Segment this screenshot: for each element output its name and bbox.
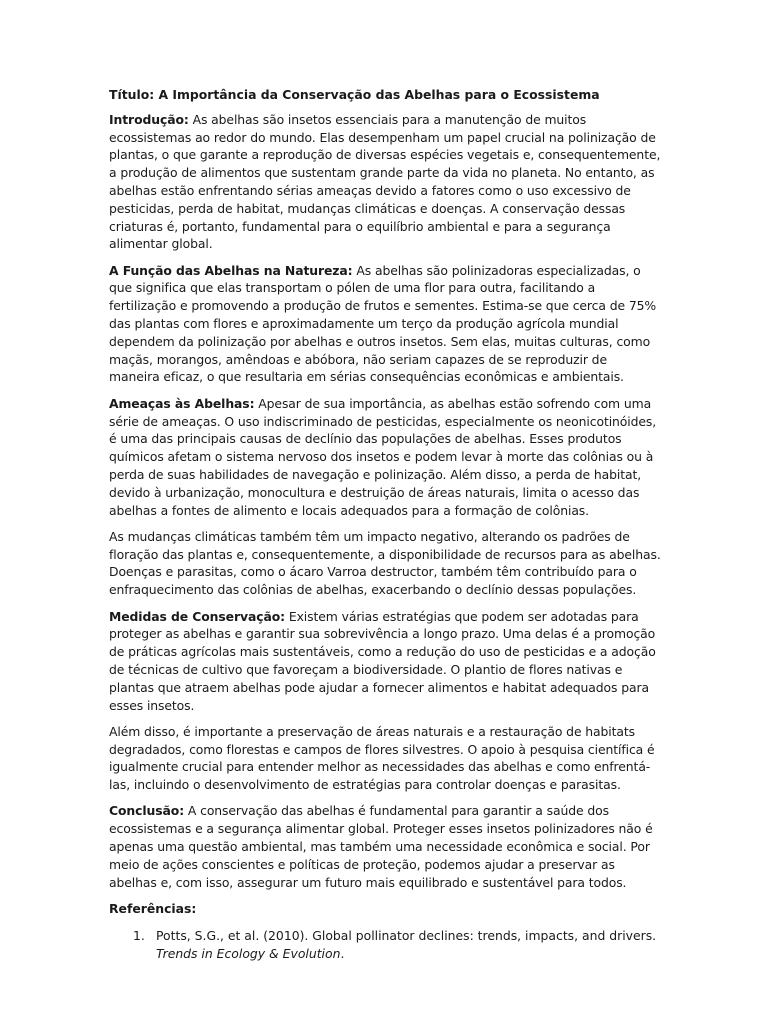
section-text: Apesar de sua importância, as abelhas estão sofrendo com uma série de ameaças. O uso indiscriminado de pesticidas, especialmente os neonicotinóides, é uma das principais causas de declínio das populações de abelhas. Esses produtos químicos afetam o sistema nervoso dos insetos e podem levar à morte das colônias ou à perda de suas habilidades de navegação e polinização. Além disso, a perda de habitat, devido à urbanização, monocultura e destruição de áreas naturais, limita o acesso das abelhas a fontes de alimento e locais adequados para a formação de colônias.	[109, 395, 657, 518]
paragraph-ameacas	[109, 395, 661, 520]
section-heading: A Função das Abelhas na Natureza:	[109, 262, 353, 278]
section-heading: Ameaças às Abelhas:	[109, 395, 255, 411]
section-text: Existem várias estratégias que podem ser adotadas para proteger as abelhas e garantir sua sobrevivência a longo prazo. Uma delas é a promoção de práticas agrícolas mais sustentáveis, como a redução do uso de pesticidas e a adoção de técnicas de cultivo que favoreçam a biodiversidade. O plantio de flores nativas e plantas que atraem abelhas pode ajudar a fornecer alimentos e habitat adequados para esses insetos.	[109, 608, 656, 713]
document-title: Título: A Importância da Conservação das Abelhas para o Ecossistema	[109, 87, 600, 102]
paragraph-conclusao	[109, 802, 661, 891]
paragraph-medidas	[109, 608, 661, 715]
paragraph-mudancas-climaticas	[109, 528, 661, 599]
reference-item	[109, 927, 661, 963]
section-heading: Conclusão:	[109, 803, 185, 819]
section-text: Além disso, é importante a preservação de áreas naturais e a restauração de habitats degradados, como florestas e campos de flores silvestres. O apoio à pesquisa científica é igualmente crucial para entender melhor as necessidades das abelhas e como enfrentá-las, incluindo o desenvolvimento de estratégias para controlar doenças e parasitas.	[109, 723, 655, 793]
references-list	[109, 927, 661, 963]
section-text: A conservação das abelhas é fundamental para garantir a saúde dos ecossistemas e a segurança alimentar global. Proteger esses insetos polinizadores não é apenas uma questão ambiental, mas também uma necessidade econômica e social. Por meio de ações conscientes e políticas de proteção, podemos ajudar a preservar as abelhas e, com isso, assegurar um futuro mais equilibrado e sustentável para todos.	[109, 803, 653, 890]
document-page	[109, 86, 661, 962]
section-text: As mudanças climáticas também têm um impacto negativo, alterando os padrões de floração das plantas e, consequentemente, a disponibilidade de recursos para as abelhas. Doenças e parasitas, como o ácaro Varroa destructor, também têm contribuído para o enfraquecimento das colônias de abelhas, exacerbando o declínio dessas populações.	[109, 528, 661, 598]
reference-journal: Trends in Ecology & Evolution	[156, 945, 341, 961]
reference-text: Potts, S.G., et al. (2010). Global pollinator declines: trends, impacts, and drivers.	[156, 927, 657, 943]
reference-number: 1.	[133, 927, 145, 943]
section-heading: Introdução:	[109, 111, 189, 127]
section-heading: Medidas de Conservação:	[109, 608, 285, 624]
paragraph-alem-disso	[109, 723, 661, 794]
paragraph-funcao	[109, 262, 661, 387]
reference-end: .	[340, 945, 345, 961]
section-text: As abelhas são insetos essenciais para a manutenção de muitos ecossistemas ao redor do mundo. Elas desempenham um papel crucial na polinização de plantas, o que garante a reprodução de diversas espécies vegetais e, consequentemente, a produção de alimentos que sustentam grande parte da vida no planeta. No entanto, as abelhas estão enfrentando sérias ameaças devido a fatores como o uso excessivo de pesticidas, perda de habitat, mudanças climáticas e doenças. A conservação dessas criaturas é, portanto, fundamental para o equilíbrio ambiental e para a segurança alimentar global.	[109, 111, 661, 252]
references-heading: Referências:	[109, 900, 197, 916]
section-text: As abelhas são polinizadoras especializadas, o que significa que elas transportam o pólen de uma flor para outra, facilitando a fertilização e promovendo a produção de frutos e sementes. Estima-se que cerca de 75% das plantas com flores e aproximadamente um terço da produção agrícola mundial dependem da polinização por abelhas e outros insetos. Sem elas, muitas culturas, como maçãs, morangos, amêndoas e abóbora, não seriam capazes de se reproduzir de maneira eficaz, o que resultaria em sérias consequências econômicas e ambientais.	[109, 262, 657, 385]
paragraph-introducao	[109, 111, 661, 253]
